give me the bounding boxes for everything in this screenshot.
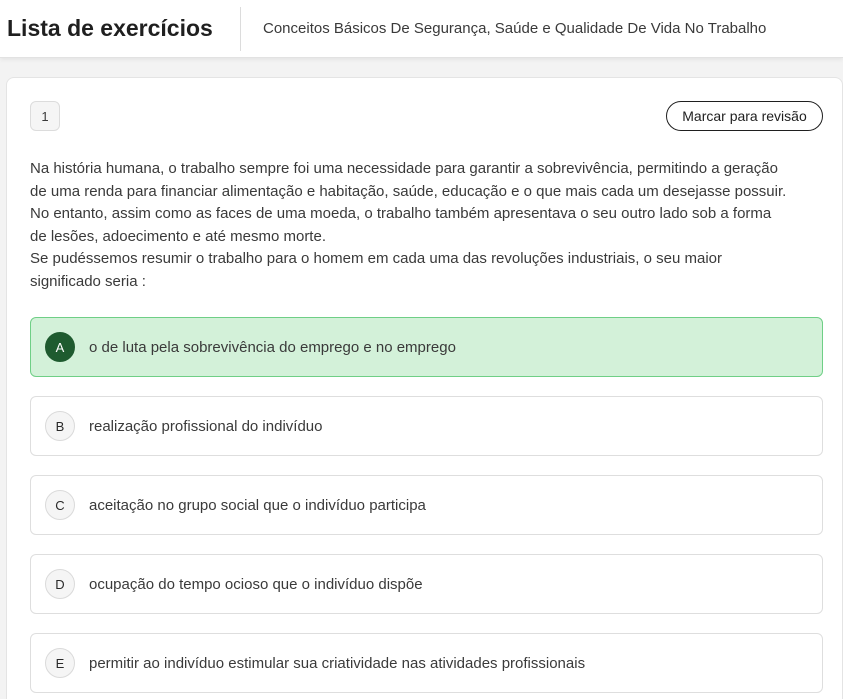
question-card [6,77,843,699]
option-letter-badge: B [45,411,75,441]
page-title: Lista de exercícios [7,15,213,41]
question-text [30,158,790,294]
mark-for-review-button[interactable]: Marcar para revisão [666,101,823,131]
option-letter-badge: D [45,569,75,599]
option-e[interactable] [30,633,823,693]
course-subtitle: Conceitos Básicos De Segurança, Saúde e Qualidade De Vida No Trabalho [263,20,767,37]
option-text: o de luta pela sobrevivência do emprego e no emprego [89,338,456,356]
question-paragraph: Se pudéssemos resumir o trabalho para o homem em cada uma das revoluções industriais, o seu maior significado seria : [30,250,723,290]
option-text: permitir ao indivíduo estimular sua criatividade nas atividades profissionais [89,654,586,672]
option-d[interactable] [30,554,823,614]
option-letter-badge: A [45,332,75,362]
option-text: realização profissional do indivíduo [89,417,323,435]
option-b[interactable] [30,396,823,456]
question-number-badge: 1 [30,101,60,131]
answer-options [30,317,823,699]
option-text: ocupação do tempo ocioso que o indivíduo dispõe [89,575,423,593]
option-text: aceitação no grupo social que o indivíduo participa [89,496,426,514]
option-c[interactable] [30,475,823,535]
page-header [0,0,843,58]
option-letter-badge: E [45,648,75,678]
option-letter-badge: C [45,490,75,520]
question-paragraph: Na história humana, o trabalho sempre foi uma necessidade para garantir a sobrevivência, permitindo a geração de uma renda para financiar alimentação e habitação, saúde, educação e o que mais cada um desejasse possuir. No entanto, assim como as faces de uma moeda, o trabalho também apresentava o seu outro lado sob a forma de lesões, adoecimento e até mesmo morte. [30,160,787,245]
option-a[interactable] [30,317,823,377]
